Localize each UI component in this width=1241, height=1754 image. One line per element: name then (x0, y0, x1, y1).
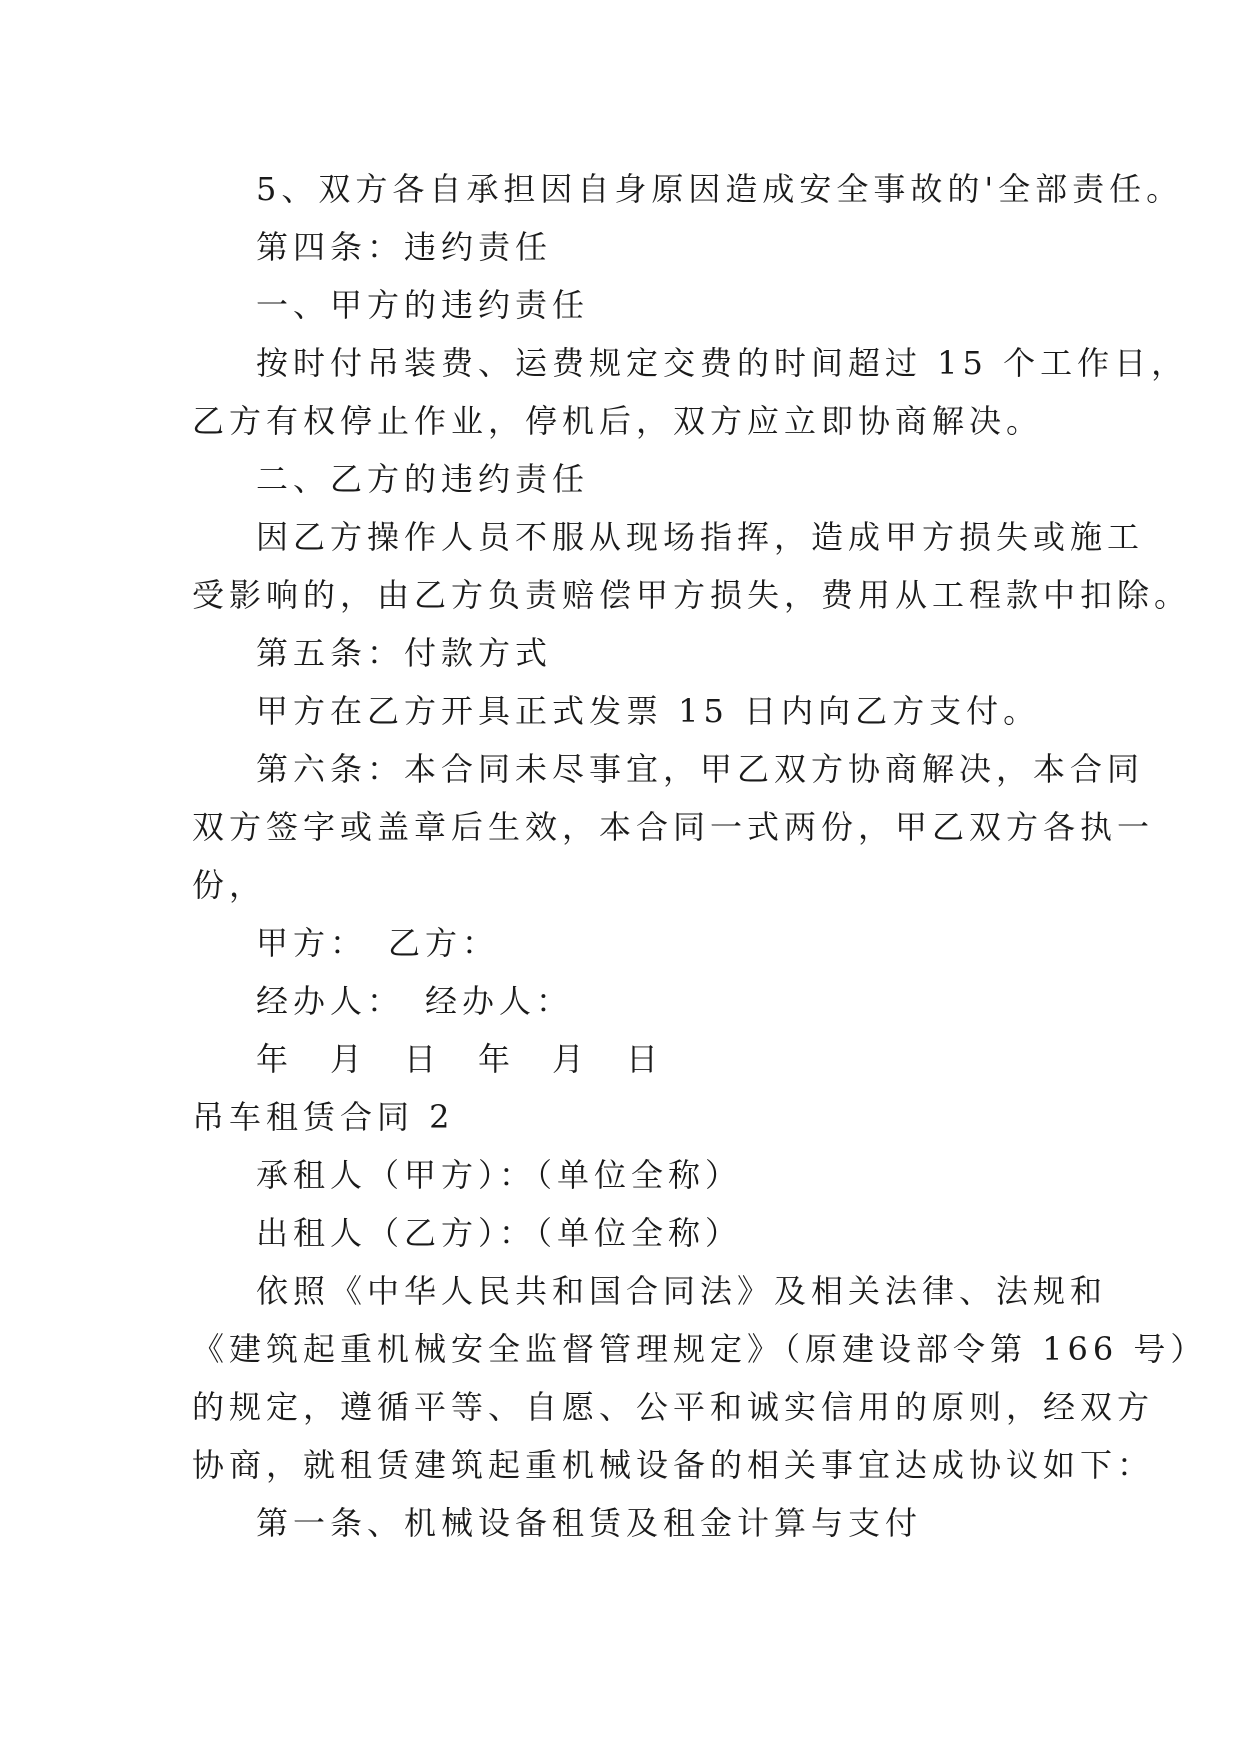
paragraph-line: 依照《中华人民共和国合同法》及相关法律、法规和 (256, 1272, 1108, 1310)
signature-parties: 甲方： 乙方： (256, 924, 500, 962)
signature-dates: 年 月 日 年 月 日 (256, 1040, 664, 1078)
contract-2-title: 吊车租赁合同 2 (192, 1098, 455, 1136)
clause-5-safety-liability: 5、双方各自承担因自身原因造成安全事故的'全部责任。 (256, 170, 1184, 208)
paragraph-line: 《建筑起重机械安全监督管理规定》（原建设部令第 166 号） (192, 1330, 1208, 1368)
paragraph-line: 受影响的，由乙方负责赔偿甲方损失，费用从工程款中扣除。 (192, 576, 1192, 614)
lessor-line: 出租人（乙方）：（单位全称） (256, 1214, 743, 1252)
paragraph-line: 因乙方操作人员不服从现场指挥，造成甲方损失或施工 (256, 518, 1145, 556)
party-b-liability-heading: 二、乙方的违约责任 (256, 460, 590, 498)
paragraph-line: 乙方有权停止作业，停机后，双方应立即协商解决。 (192, 402, 1044, 440)
article-1-heading: 第一条、机械设备租赁及租金计算与支付 (256, 1504, 923, 1542)
article-6-text: 第六条：本合同未尽事宜，甲乙双方协商解决，本合同 (256, 750, 1145, 788)
lessee-line: 承租人（甲方）：（单位全称） (256, 1156, 743, 1194)
party-a-liability-heading: 一、甲方的违约责任 (256, 286, 590, 324)
paragraph-line: 按时付吊装费、运费规定交费的时间超过 15 个工作日， (256, 344, 1189, 382)
signature-agents: 经办人： 经办人： (256, 982, 574, 1020)
paragraph-line: 的规定，遵循平等、自愿、公平和诚实信用的原则，经双方 (192, 1388, 1155, 1426)
article-4-heading: 第四条：违约责任 (256, 228, 553, 266)
paragraph-line: 协商，就租赁建筑起重机械设备的相关事宜达成协议如下： (192, 1446, 1155, 1484)
paragraph-line: 份， (192, 866, 267, 904)
paragraph-line: 双方签字或盖章后生效，本合同一式两份，甲乙双方各执一 (192, 808, 1155, 846)
article-5-heading: 第五条：付款方式 (256, 634, 553, 672)
paragraph-line: 甲方在乙方开具正式发票 15 日内向乙方支付。 (256, 692, 1041, 730)
